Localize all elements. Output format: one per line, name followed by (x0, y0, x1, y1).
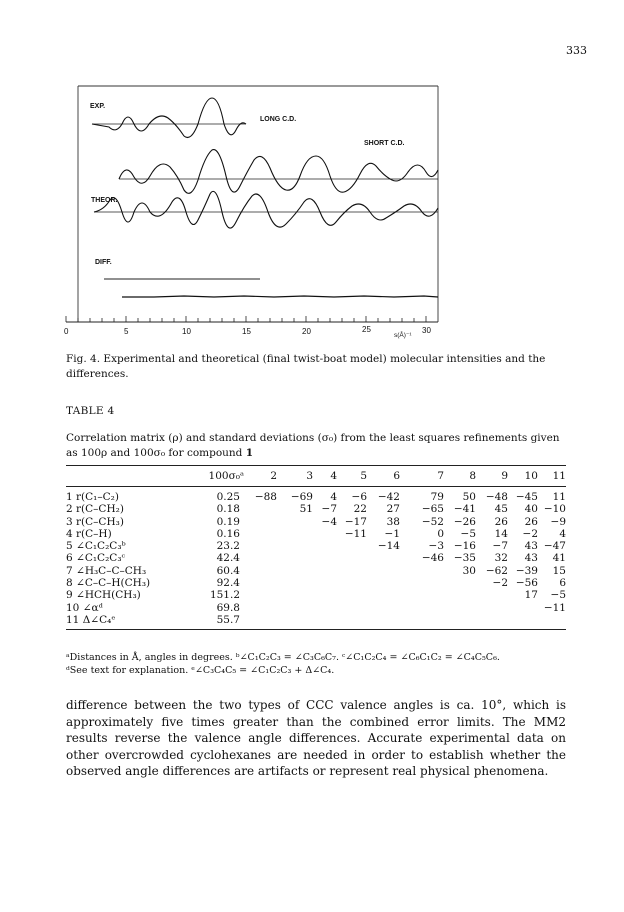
correlation-cell (444, 614, 476, 630)
correlation-cell (244, 602, 277, 614)
correlation-cell (367, 552, 400, 564)
correlation-cell: 27 (386, 503, 400, 516)
figure-caption (66, 352, 564, 382)
correlation-cell (277, 552, 313, 564)
correlation-cell: −4 (321, 515, 337, 528)
correlation-cell: −56 (515, 577, 538, 590)
intensity-plot (64, 72, 564, 362)
correlation-cell (277, 589, 313, 601)
correlation-cell (476, 602, 508, 614)
row-label: 9 ∠HCH(CH₃) (66, 589, 141, 602)
correlation-cell: −17 (344, 515, 367, 528)
correlation-cell: −10 (543, 503, 566, 516)
short-cd-curve (119, 150, 438, 194)
row-label: 10 ∠αᵈ (66, 601, 103, 614)
correlation-cell: 14 (494, 527, 508, 540)
correlation-cell (244, 503, 277, 515)
diff-label: DIFF. (95, 259, 112, 266)
correlation-cell: −52 (421, 515, 444, 528)
footnote-d: ᵈSee text for explanation. ᵉ∠C₃C₄C₅ = ∠C₁C₂C₃ + Δ∠C₄. (66, 665, 335, 676)
correlation-cell (313, 528, 337, 540)
long-cd-label: LONG C.D. (260, 116, 297, 123)
correlation-table (66, 465, 566, 630)
correlation-cell: −7 (492, 540, 508, 553)
correlation-cell: −62 (485, 564, 508, 577)
row-label: 6 ∠C₁C₂C₃ᶜ (66, 552, 126, 565)
correlation-cell: 43 (524, 552, 538, 565)
correlation-cell (337, 589, 367, 601)
table-row (66, 614, 566, 630)
correlation-cell (444, 602, 476, 614)
correlation-cell: −3 (428, 540, 444, 553)
correlation-cell (244, 589, 277, 601)
figure-caption-number: Fig. 4. (66, 353, 101, 365)
table-row (66, 528, 566, 540)
table-header (66, 466, 194, 487)
body-paragraph: difference between the two types of CCC valence angles is ca. 10°, which is approximately five times greater than the combined error limits. The MM2 results reverse the valence angle differences. Accurate experimental data on other overcrowded cyclohexanes are needed in order to establish whether the observed angle differences are artifacts or represent real physical phenomena. (66, 698, 566, 778)
correlation-cell: −26 (453, 515, 476, 528)
correlation-cell (400, 614, 444, 630)
table-row (66, 577, 566, 589)
correlation-cell (277, 516, 313, 528)
correlation-cell (400, 565, 444, 577)
correlation-cell: 40 (524, 503, 538, 516)
correlation-cell (244, 552, 277, 564)
table-row (66, 552, 566, 564)
x-tick-label: 30 (422, 326, 431, 335)
correlation-cell (367, 614, 400, 630)
correlation-cell (313, 602, 337, 614)
correlation-cell (313, 577, 337, 589)
correlation-cell (244, 565, 277, 577)
correlation-cell (313, 589, 337, 601)
correlation-cell: 22 (353, 503, 367, 516)
row-std-dev: 0.18 (216, 503, 240, 516)
correlation-cell (244, 540, 277, 552)
correlation-cell (444, 577, 476, 589)
table-header: 9 (476, 466, 508, 487)
table-header-row (66, 466, 566, 487)
correlation-cell (444, 589, 476, 601)
correlation-cell: −39 (515, 564, 538, 577)
correlation-cell: −11 (543, 601, 566, 614)
row-label: 5 ∠C₁C₂C₃ᵇ (66, 540, 126, 553)
row-std-dev: 23.2 (216, 540, 240, 553)
footnote-a: ᵃDistances in Å, angles in degrees. ᵇ∠C₁C₂C₃ = ∠C₃C₆C₇. ᶜ∠C₁C₂C₄ = ∠C₆C₁C₂ = ∠C₄C₅C₆. (66, 652, 500, 663)
correlation-cell: 15 (552, 564, 566, 577)
table-caption (66, 431, 566, 461)
row-label: 7 ∠H₃C–C–CH₃ (66, 564, 147, 577)
correlation-cell: −16 (453, 540, 476, 553)
correlation-cell: 17 (524, 589, 538, 602)
table-row (66, 540, 566, 552)
figure-molecular-intensities (64, 72, 564, 362)
table-label: TABLE 4 (66, 405, 115, 417)
correlation-cell (277, 614, 313, 630)
correlation-cell: −47 (543, 540, 566, 553)
theor-curve (94, 191, 438, 228)
diff-long-line (122, 296, 438, 297)
table-header: 10 (508, 466, 538, 487)
correlation-cell: −7 (321, 503, 337, 516)
correlation-cell: −2 (522, 527, 538, 540)
row-std-dev: 0.19 (216, 515, 240, 528)
correlation-cell: −42 (377, 491, 400, 503)
correlation-cell (277, 528, 313, 540)
x-tick-label: 5 (124, 327, 129, 336)
correlation-cell: −5 (550, 589, 566, 602)
correlation-cell: −1 (384, 527, 400, 540)
correlation-cell (337, 540, 367, 552)
table-row (66, 503, 566, 515)
correlation-cell: 50 (462, 491, 476, 503)
correlation-cell (313, 614, 337, 630)
table-body (66, 487, 566, 630)
correlation-cell (400, 589, 444, 601)
correlation-cell: −65 (421, 503, 444, 516)
table-header: 8 (444, 466, 476, 487)
row-std-dev: 0.25 (216, 491, 240, 503)
exp-label: EXP. (90, 103, 106, 110)
correlation-cell: −35 (453, 552, 476, 565)
correlation-cell (508, 602, 538, 614)
figure-caption-text: Experimental and theoretical (final twist-boat model) molecular intensities and the differences. (66, 353, 546, 380)
table-header: 6 (367, 466, 400, 487)
correlation-cell: −48 (485, 491, 508, 503)
correlation-cell (367, 577, 400, 589)
correlation-cell: −45 (515, 491, 538, 503)
correlation-cell: 51 (299, 503, 313, 516)
correlation-cell: −6 (351, 491, 367, 503)
correlation-cell: −11 (344, 527, 367, 540)
table-header: 11 (538, 466, 566, 487)
correlation-cell: 26 (494, 515, 508, 528)
correlation-cell (367, 589, 400, 601)
correlation-cell: 0 (437, 527, 444, 540)
correlation-cell (337, 577, 367, 589)
x-tick-label: 0 (64, 327, 69, 336)
correlation-cell: 38 (386, 515, 400, 528)
correlation-cell: 45 (494, 503, 508, 516)
theor-label: THEOR. (91, 197, 118, 204)
correlation-cell: −2 (492, 577, 508, 590)
correlation-cell: 11 (552, 491, 566, 503)
correlation-cell (277, 602, 313, 614)
correlation-cell (538, 614, 566, 630)
table-header: 3 (277, 466, 313, 487)
row-std-dev: 151.2 (209, 589, 240, 602)
table-row (66, 589, 566, 601)
correlation-cell (337, 602, 367, 614)
correlation-cell (244, 516, 277, 528)
table-row (66, 602, 566, 614)
correlation-cell (313, 552, 337, 564)
row-std-dev: 42.4 (216, 552, 240, 565)
table-header: 5 (337, 466, 367, 487)
correlation-cell: −46 (421, 552, 444, 565)
short-cd-label: SHORT C.D. (364, 140, 405, 147)
correlation-cell: 4 (559, 527, 566, 540)
row-label: 1 r(C₁–C₂) (66, 491, 119, 503)
correlation-cell (277, 577, 313, 589)
correlation-cell (244, 614, 277, 630)
correlation-cell (277, 565, 313, 577)
table-caption-text: Correlation matrix (ρ) and standard deviations (σ₀) from the least squares refinements given as 100ρ and 100σ₀ for compound (66, 432, 560, 459)
correlation-cell: 43 (524, 540, 538, 553)
correlation-cell: −88 (254, 491, 277, 503)
table-header: 7 (400, 466, 444, 487)
x-tick-label: 15 (242, 327, 251, 336)
correlation-cell (244, 577, 277, 589)
correlation-cell: 26 (524, 515, 538, 528)
x-axis-unit-label: s(Å)⁻¹ (394, 332, 412, 339)
correlation-cell (337, 552, 367, 564)
row-std-dev: 55.7 (194, 614, 244, 630)
table-header: 4 (313, 466, 337, 487)
row-std-dev: 0.16 (216, 527, 240, 540)
correlation-cell: 32 (494, 552, 508, 565)
correlation-cell: −41 (453, 503, 476, 516)
table-row (66, 516, 566, 528)
table-caption-compound: 1 (245, 447, 254, 459)
row-label: 2 r(C–CH₂) (66, 503, 124, 516)
table-row (66, 487, 566, 504)
row-label: 11 Δ∠C₄ᵉ (66, 614, 194, 630)
correlation-cell (277, 540, 313, 552)
correlation-cell (400, 602, 444, 614)
correlation-cell (476, 614, 508, 630)
row-label: 4 r(C–H) (66, 527, 112, 540)
exp-curve (92, 98, 246, 138)
row-std-dev: 69.8 (216, 601, 240, 614)
table-header: 100σ₀ᵃ (194, 466, 244, 487)
correlation-cell: −69 (290, 491, 313, 503)
page-number: 333 (566, 44, 587, 57)
row-label: 3 r(C–CH₃) (66, 515, 124, 528)
table-header: 2 (244, 466, 277, 487)
x-tick-label: 25 (362, 325, 371, 334)
correlation-cell (313, 565, 337, 577)
correlation-cell: 6 (559, 577, 566, 590)
row-std-dev: 92.4 (216, 577, 240, 590)
x-tick-label: 20 (302, 327, 311, 336)
correlation-cell (400, 577, 444, 589)
correlation-cell (508, 614, 538, 630)
row-std-dev: 60.4 (216, 564, 240, 577)
correlation-cell (367, 602, 400, 614)
x-tick-label: 10 (182, 327, 191, 336)
correlation-cell: −14 (377, 540, 400, 553)
correlation-cell: 30 (462, 564, 476, 577)
correlation-cell: −9 (550, 515, 566, 528)
row-label: 8 ∠C–C–H(CH₃) (66, 577, 151, 590)
correlation-cell: −5 (460, 527, 476, 540)
correlation-cell: 79 (430, 491, 444, 503)
correlation-cell (337, 614, 367, 630)
correlation-cell (476, 589, 508, 601)
correlation-cell (313, 540, 337, 552)
correlation-cell: 41 (552, 552, 566, 565)
correlation-cell (244, 528, 277, 540)
correlation-cell (367, 565, 400, 577)
table-footnotes (66, 651, 566, 677)
correlation-cell (337, 565, 367, 577)
x-axis-ticks (66, 316, 426, 322)
table-row (66, 565, 566, 577)
correlation-cell: 4 (330, 491, 337, 503)
